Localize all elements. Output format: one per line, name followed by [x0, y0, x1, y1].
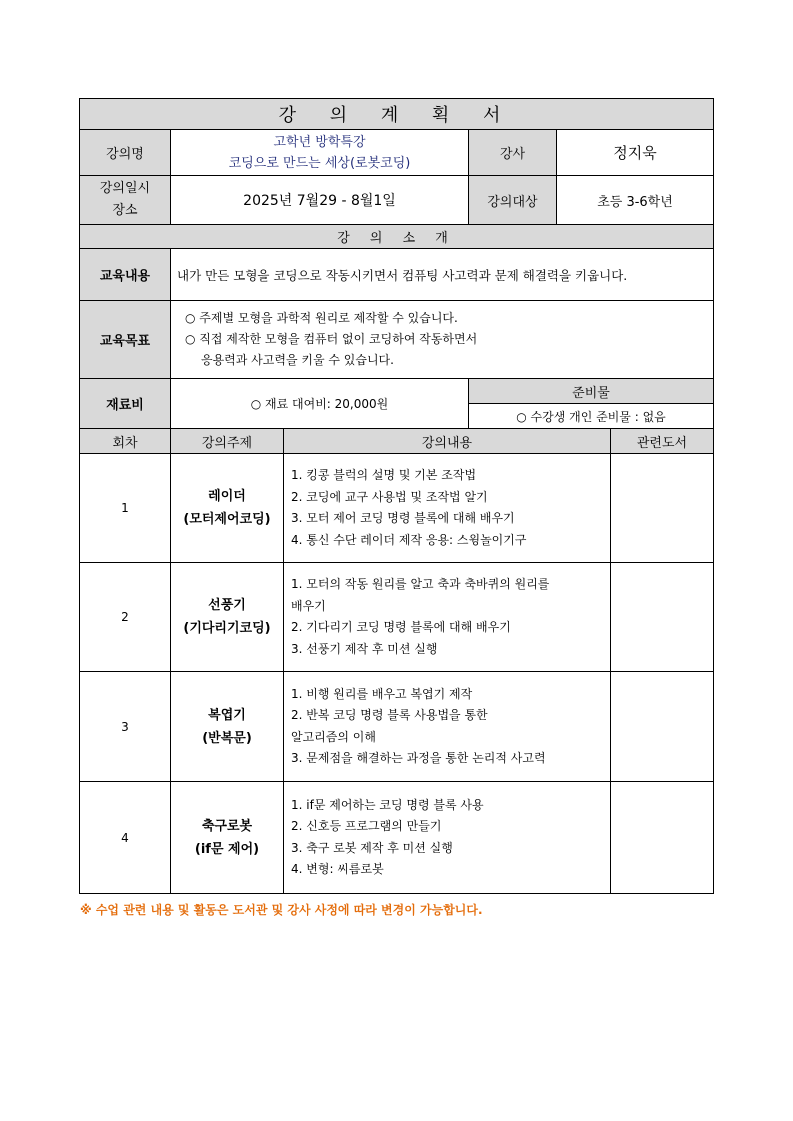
- session-books: [611, 672, 714, 782]
- label-course-name: 강의명: [80, 130, 171, 176]
- content-line: 1. 비행 원리를 배우고 복엽기 제작: [291, 686, 473, 701]
- session-no: 1: [80, 454, 171, 563]
- prep: ○ 수강생 개인 준비물 : 없음: [516, 409, 666, 424]
- course-name-line1: 고학년 방학특강: [273, 134, 366, 150]
- session-books: [611, 454, 714, 563]
- intro-heading: 강 의 소 개: [80, 225, 714, 249]
- header-table: [79, 98, 714, 429]
- content-line: 알고리즘의 이해: [291, 729, 376, 744]
- instructor: 정지욱: [557, 130, 714, 176]
- content-line: 2. 코딩에 교구 사용법 및 조작법 알기: [291, 489, 488, 504]
- document-title: 강 의 계 획 서: [80, 99, 714, 130]
- session-content: [284, 782, 611, 894]
- session-topic: [171, 672, 284, 782]
- session-books: [611, 563, 714, 672]
- session-no: 3: [80, 672, 171, 782]
- content-line: 3. 선풍기 제작 후 미션 실행: [291, 641, 438, 656]
- course-name-line2: 코딩으로 만드는 세상(로봇코딩): [228, 155, 411, 171]
- label-schedule-line1: 강의일시: [99, 181, 151, 196]
- goal-line3: 응용력과 사고력을 키울 수 있습니다.: [201, 353, 394, 367]
- label-material-fee: 재료비: [80, 379, 171, 429]
- table-row: [80, 782, 714, 894]
- content-line: 2. 기다리기 코딩 명령 블록에 대해 배우기: [291, 620, 511, 634]
- topic-subtitle: (반복문): [202, 730, 252, 746]
- session-content: [284, 454, 611, 563]
- topic-subtitle: (기다리기코딩): [183, 621, 271, 636]
- table-row: [80, 454, 714, 563]
- content-line: 1. 모터의 작동 원리를 알고 축과 축바퀴의 원리를: [291, 577, 550, 591]
- topic-title: 선풍기: [208, 598, 246, 613]
- course-name: [171, 130, 469, 176]
- goal: [171, 301, 714, 379]
- session-content: [284, 672, 611, 782]
- session-topic: [171, 454, 284, 563]
- content-line: 3. 모터 제어 코딩 명령 블록에 대해 배우기: [291, 511, 515, 525]
- label-goal: 교육목표: [80, 301, 171, 379]
- label-instructor: 강사: [469, 130, 557, 176]
- label-prep: 준비물: [469, 379, 713, 404]
- session-no: 4: [80, 782, 171, 894]
- col-books: 관련도서: [611, 429, 714, 454]
- col-topic: 강의주제: [171, 429, 284, 454]
- label-target: 강의대상: [469, 176, 557, 225]
- target: 초등 3-6학년: [557, 176, 714, 225]
- prep-table: [469, 379, 713, 428]
- footnote: ※ 수업 관련 내용 및 활동은 도서관 및 강사 사정에 따라 변경이 가능합니다.: [80, 903, 483, 917]
- content-line: 3. 축구 로봇 제작 후 미션 실행: [291, 840, 453, 855]
- content-line: 1. 킹콩 블럭의 설명 및 기본 조작법: [291, 468, 477, 482]
- content-line: 4. 통신 수단 레이더 제작 응용: 스윙놀이기구: [291, 532, 527, 547]
- topic-subtitle: (if문 제어): [194, 841, 260, 857]
- goal-line2: ○ 직접 제작한 모형을 컴퓨터 없이 코딩하여 작동하면서: [185, 332, 478, 346]
- session-books: [611, 782, 714, 894]
- content-line: 2. 반복 코딩 명령 블록 사용법을 통한: [291, 708, 488, 722]
- material-fee: ○ 재료 대여비: 20,000원: [171, 379, 469, 429]
- table-row: [80, 672, 714, 782]
- label-schedule-line2: 장소: [112, 203, 138, 218]
- content-line: 배우기: [291, 598, 326, 613]
- content-line: 3. 문제점을 해결하는 과정을 통한 논리적 사고력: [291, 751, 546, 765]
- session-content: [284, 563, 611, 672]
- label-content: 교육내용: [80, 249, 171, 301]
- col-session: 회차: [80, 429, 171, 454]
- session-topic: [171, 563, 284, 672]
- content: 내가 만든 모형을 코딩으로 작동시키면서 컴퓨팅 사고력과 문제 해결력을 키웁니다.: [171, 249, 714, 301]
- schedule: 2025년 7월29 - 8월1일: [171, 176, 469, 225]
- session-topic: [171, 782, 284, 894]
- topic-title: 축구로봇: [201, 818, 253, 834]
- prep-cell: [469, 379, 714, 429]
- topic-title: 복엽기: [208, 707, 246, 723]
- session-no: 2: [80, 563, 171, 672]
- label-schedule: [80, 176, 171, 225]
- session-table: [79, 428, 714, 894]
- topic-title: 레이더: [208, 489, 246, 504]
- lecture-plan: [79, 98, 713, 894]
- content-line: 1. if문 제어하는 코딩 명령 블록 사용: [291, 797, 484, 812]
- table-row: [80, 563, 714, 672]
- content-line: 2. 신호등 프로그램의 만들기: [291, 819, 442, 833]
- col-content: 강의내용: [284, 429, 611, 454]
- topic-subtitle: (모터제어코딩): [183, 512, 271, 527]
- content-line: 4. 변형: 씨름로봇: [291, 862, 384, 876]
- goal-line1: ○ 주제별 모형을 과학적 원리로 제작할 수 있습니다.: [185, 311, 458, 325]
